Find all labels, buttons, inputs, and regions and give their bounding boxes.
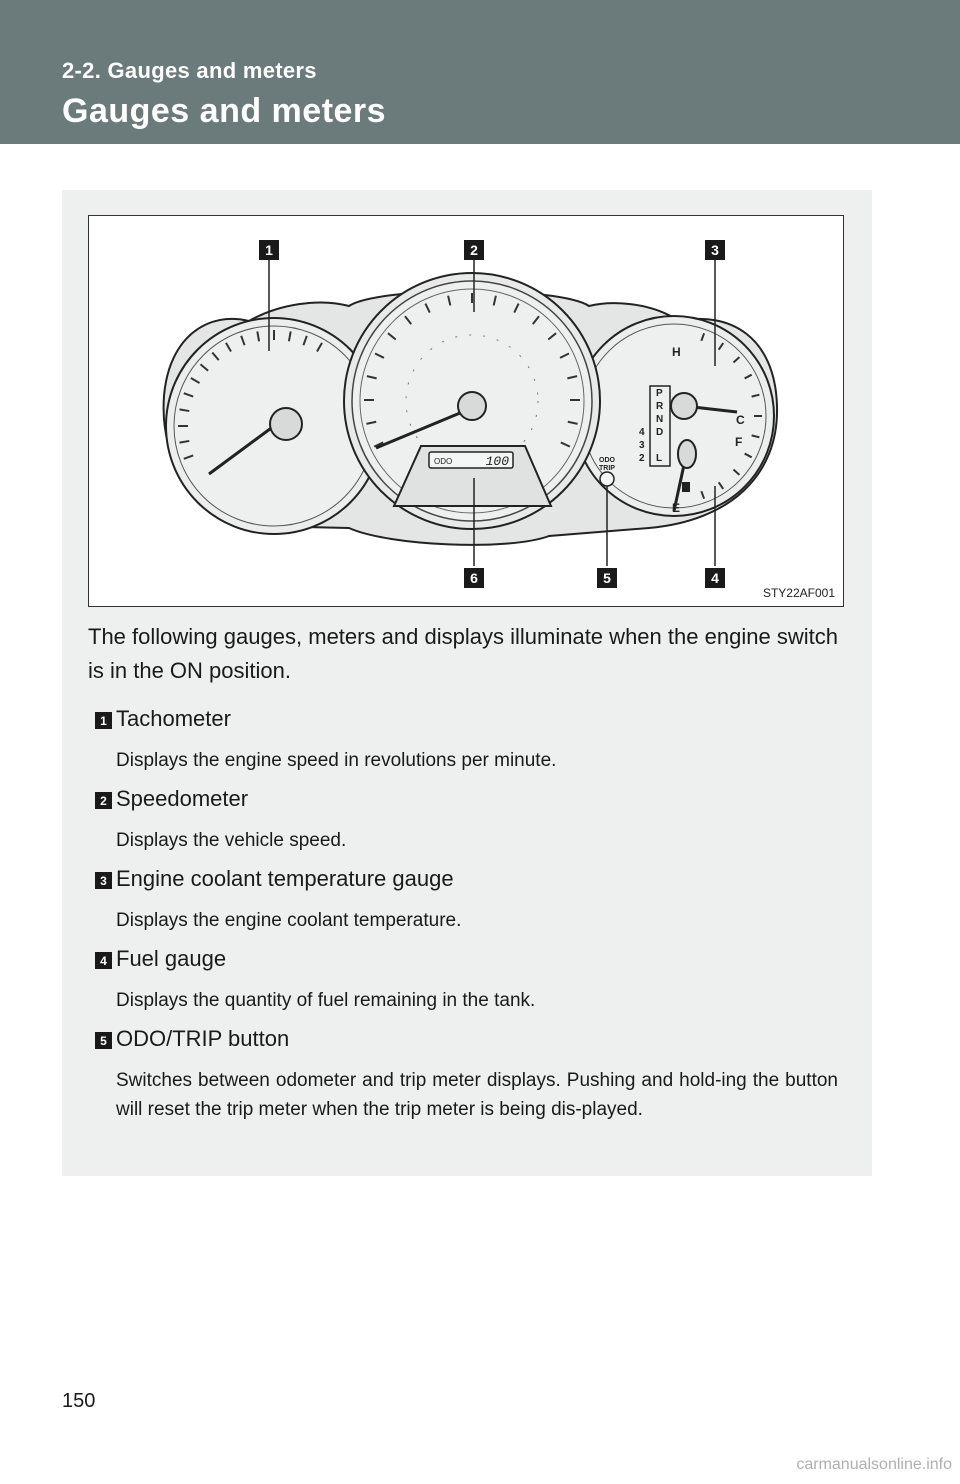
fuel-full-mark: F [735, 435, 743, 449]
item-description: Displays the engine coolant temperature. [116, 910, 462, 931]
gear-p: P [656, 388, 663, 399]
item-number-badge: 1 [95, 712, 112, 729]
fuel-pump-icon [682, 482, 690, 492]
callout-5: 5 [597, 568, 617, 588]
odo-trip-label-top: ODO [599, 457, 615, 464]
item-description: Displays the engine speed in revolutions per minute. [116, 750, 557, 771]
odo-trip-button [600, 472, 614, 486]
item-title: Engine coolant temperature gauge [116, 866, 454, 891]
odo-trip-label-bottom: TRIP [599, 465, 615, 472]
odometer-reading: 100 [485, 454, 509, 469]
item-number-badge: 5 [95, 1032, 112, 1049]
callout-2: 2 [464, 240, 484, 260]
callout-4: 4 [705, 568, 725, 588]
item-title: Speedometer [116, 786, 249, 811]
figure-code: STY22AF001 [762, 586, 835, 600]
page-title: Gauges and meters [62, 92, 387, 130]
intro-paragraph: The following gauges, meters and displays illuminate when the engine switch is in the ON position. [88, 624, 838, 683]
item-title: ODO/TRIP button [116, 1026, 290, 1051]
item-description: Displays the quantity of fuel remaining in the tank. [116, 990, 536, 1011]
section-label: 2-2. Gauges and meters [62, 58, 317, 83]
item-title: Fuel gauge [116, 946, 227, 971]
watermark: carmanualsonline.info [796, 1456, 952, 1473]
gear-l: L [656, 453, 663, 464]
item-number-badge: 3 [95, 872, 112, 889]
temp-cold-mark: C [736, 413, 745, 427]
gear-d: D [656, 427, 664, 438]
fuel-empty-mark: E [672, 501, 681, 515]
page-number: 150 [62, 1390, 96, 1412]
gear-n: N [656, 414, 664, 425]
odometer-label: ODO [434, 457, 453, 466]
instrument-cluster-illustration [89, 216, 843, 606]
item-number-badge: 4 [95, 952, 112, 969]
item-title: Tachometer [116, 706, 231, 731]
page-header [0, 0, 960, 144]
instrument-cluster-figure [88, 215, 844, 607]
item-description: Switches between odometer and trip meter displays. Pushing and hold-ing the button will reset the trip meter when the trip meter is being dis-played. [116, 1070, 838, 1120]
item-description: Displays the vehicle speed. [116, 830, 347, 851]
temp-hot-mark: H [672, 345, 681, 359]
gear-r: R [656, 401, 664, 412]
callout-6: 6 [464, 568, 484, 588]
gear-4: 4 [639, 427, 645, 438]
gear-2: 2 [639, 453, 645, 464]
gear-3: 3 [639, 440, 645, 451]
callout-3: 3 [705, 240, 725, 260]
item-number-badge: 2 [95, 792, 112, 809]
callout-1: 1 [259, 240, 279, 260]
